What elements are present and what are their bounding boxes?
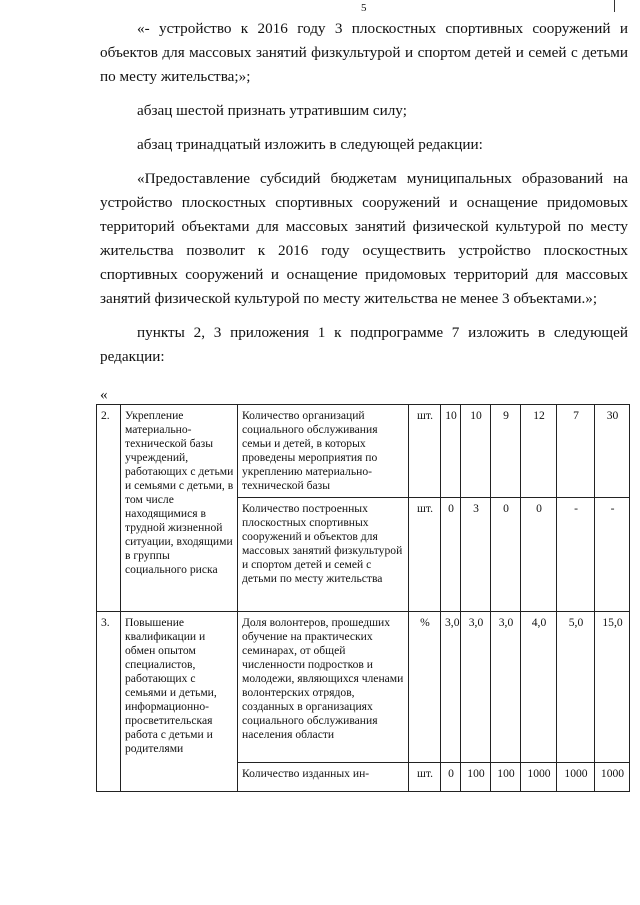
value-cell: 10 [461,405,491,498]
value-cell: 4,0 [521,612,557,763]
paragraph: абзац тринадцатый изложить в следующей редакции: [137,136,483,153]
paragraph: пункты 2, 3 приложения 1 к подпрограмме 7 изложить в следующей редакции: [100,324,628,365]
value-cell: 1000 [595,763,630,792]
value-cell: 3,0 [441,612,461,763]
value-cell: 3,0 [461,612,491,763]
value-cell: 15,0 [595,612,630,763]
value-cell: - [595,498,630,612]
value-cell: 0 [441,498,461,612]
measure-title: Повышение квалификации и обмен опытом специалистов, работающих с семьями и детьми, информационно-просветительская работа с детьми и родителями [121,612,238,792]
value-cell: 0 [491,498,521,612]
value-cell: 30 [595,405,630,498]
value-cell: 5,0 [557,612,595,763]
indicator-name: Количество изданных ин- [238,763,409,792]
value-cell: 100 [491,763,521,792]
value-cell: 0 [521,498,557,612]
row-index: 3. [97,612,121,792]
value-cell: 9 [491,405,521,498]
value-cell: 100 [461,763,491,792]
value-cell: 0 [441,763,461,792]
value-cell: 12 [521,405,557,498]
value-cell: 10 [441,405,461,498]
quote-mark: « [100,386,108,403]
table-row [97,612,630,763]
margin-mark [614,0,615,12]
value-cell: 7 [557,405,595,498]
paragraph: «Предоставление субсидий бюджетам муниципальных образований на устройство плоскостных спортивных сооружений и оснащение придомовых территорий объектами для массовых занятий физической культурой по месту жительства позволит к 2016 году осуществить устройство плоскостных спортивных сооружений и оснащение придомовых территорий для массовых занятий физической культурой по месту жительства не менее 3 объектами.»; [100,170,628,307]
unit-cell: шт. [409,763,441,792]
unit-cell: шт. [409,498,441,612]
indicators-table [96,404,630,792]
unit-cell: шт. [409,405,441,498]
value-cell: 3 [461,498,491,612]
value-cell: - [557,498,595,612]
indicator-name: Количество организаций социального обслуживания семьи и детей, в которых проведены мероприятия по укреплению материально-технической базы [238,405,409,498]
document-body [100,17,628,407]
value-cell: 1000 [557,763,595,792]
value-cell: 3,0 [491,612,521,763]
unit-cell: % [409,612,441,763]
value-cell: 1000 [521,763,557,792]
indicator-name: Доля волонтеров, прошедших обучение на практических семинарах, от общей численности подростков и молодежи, являющихся членами волонтерских отрядов, созданных в организациях социального обслуживания населения области [238,612,409,763]
indicator-name: Количество построенных плоскостных спортивных сооружений и объектов для массовых занятий физкультурой и спортом детей и семей с детьми по месту жительства [238,498,409,612]
paragraph: «- устройство к 2016 году 3 плоскостных спортивных сооружений и объектов для массовых занятий физкультурой и спортом детей и семей с детьми по месту жительства;»; [100,20,628,85]
paragraph: абзац шестой признать утратившим силу; [137,102,407,119]
row-index: 2. [97,405,121,612]
measure-title: Укрепление материально-технической базы учреждений, работающих с детьми и семьями с детьми, в том числе находящимися в трудной жизненной ситуации, входящими в группы социального риска [121,405,238,612]
page-number: 5 [361,2,367,14]
